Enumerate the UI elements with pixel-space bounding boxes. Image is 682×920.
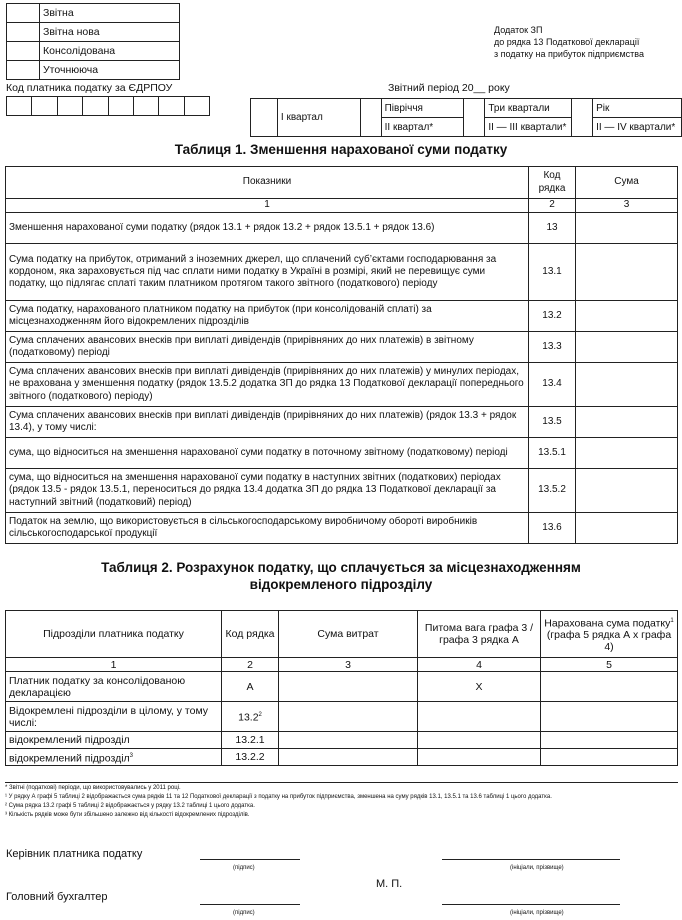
- status-row: [7, 42, 180, 61]
- table1-row-code: 13: [529, 213, 576, 244]
- period-mark-three[interactable]: [464, 99, 485, 137]
- table1-row-sum-input[interactable]: [576, 513, 678, 544]
- table2-row-code-cell: [222, 702, 279, 732]
- table2-row-name-cell: [6, 749, 222, 766]
- table1-row-sum-input[interactable]: [576, 332, 678, 363]
- table2-row-tax-input[interactable]: [541, 749, 678, 766]
- table1-row-sum-input[interactable]: [576, 407, 678, 438]
- table2-row-code: 13.2: [238, 711, 259, 724]
- table2-row-name: Відокремлені підрозділи в цілому, у тому числі:: [9, 704, 209, 729]
- footnotes: [5, 784, 675, 820]
- table2-row: [6, 749, 678, 766]
- table2-row-share[interactable]: [418, 702, 541, 732]
- table1-row-sum-input[interactable]: [576, 213, 678, 244]
- table2-title-line2: відокремленого підрозділу: [249, 577, 433, 592]
- table1-row: [6, 363, 678, 407]
- table2-row: [6, 732, 678, 749]
- edrpou-label: Код платника податку за ЄДРПОУ: [6, 82, 173, 94]
- reporting-period-label: Звітний період 20__ року: [388, 82, 510, 94]
- table1-row-code: 13.3: [529, 332, 576, 363]
- appendix-heading: [494, 24, 644, 60]
- table2-row-expenses-input[interactable]: [279, 672, 418, 702]
- table1-row-text: Сума сплачених авансових внесків при виплаті дивідендів (прирівняних до них платежів) в звітному (податковому) періоді: [6, 332, 529, 363]
- table1-row-sum-input[interactable]: [576, 244, 678, 301]
- period-half-year-label: Півріччя: [381, 99, 464, 118]
- table2-row-tax-input[interactable]: [541, 672, 678, 702]
- table2-row-expenses-input[interactable]: [279, 732, 418, 749]
- table2-row-code: 13.2.1: [235, 734, 265, 746]
- table2-row-tax-input[interactable]: [541, 732, 678, 749]
- table2-title: [0, 559, 682, 593]
- footnote-ref: 2: [258, 712, 262, 719]
- table2-row: [6, 702, 678, 732]
- table2-row-expenses-input[interactable]: [279, 702, 418, 732]
- table1-col-number-3: 3: [576, 199, 678, 213]
- status-checkbox[interactable]: [7, 61, 40, 80]
- table1-row-sum-input[interactable]: [576, 469, 678, 513]
- status-label: Консолідована: [40, 42, 180, 61]
- table1-row-code: 13.4: [529, 363, 576, 407]
- status-checkbox[interactable]: [7, 42, 40, 61]
- table1-row-sum-input[interactable]: [576, 301, 678, 332]
- period-q2-label: ІІ квартал*: [381, 118, 464, 137]
- table2-col-number-4: 4: [418, 658, 541, 672]
- table1-row-code: 13.5: [529, 407, 576, 438]
- table1-col-number-1: 1: [6, 199, 529, 213]
- footnote-1: ¹ У рядку А графі 5 таблиці 2 відображається сума рядків 11 та 12 Податкової декларації з податку на прибуток підприємства, зменшена на суму рядків 13.1, 13.5.1 та 13.6 таблиці 1 цього додатка.: [5, 794, 552, 800]
- table2-row-name-cell: [6, 732, 222, 749]
- table2-row-expenses-input[interactable]: [279, 749, 418, 766]
- table2-header-tax-suffix: (графа 5 рядка А х графа 4): [546, 629, 672, 654]
- stamp-label: М. П.: [376, 878, 403, 890]
- table2-header-share: Питома вага графа 3 / графа 3 рядка А: [418, 611, 541, 658]
- table1-row-code: 13.1: [529, 244, 576, 301]
- accountant-signature-line[interactable]: [200, 904, 300, 905]
- appendix-title: Додаток ЗП: [494, 25, 543, 35]
- edrpou-code-cells[interactable]: [6, 96, 210, 116]
- table2-header-divisions: Підрозділи платника податку: [6, 611, 222, 658]
- accountant-initials-line[interactable]: [442, 904, 620, 905]
- table2-row-name: відокремлений підрозділ: [9, 734, 130, 746]
- period-mark-half[interactable]: [360, 99, 381, 137]
- table1-row: [6, 438, 678, 469]
- table1-row-text: Сума сплачених авансових внесків при виплаті дивідендів (прирівняних до них платежів) у минулих періодах, не врахована у зменшення податку (рядок 13.5.2 додатка ЗП до рядка 13 Податкової декларації попереднього звітного (податкового) періоду): [6, 363, 529, 407]
- table1-row-text: Зменшення нарахованої суми податку (рядок 13.1 + рядок 13.2 + рядок 13.5.1 + рядок 13.6): [6, 213, 529, 244]
- table2-row-tax-input[interactable]: [541, 702, 678, 732]
- footnote-asterisk: * Звітні (податкові) періоди, що використовувались у 2011 році.: [5, 785, 181, 791]
- head-signature-caption: (підпис): [233, 865, 255, 871]
- head-signature-line[interactable]: [200, 859, 300, 860]
- status-row: [7, 4, 180, 23]
- status-checkbox[interactable]: [7, 23, 40, 42]
- status-checkbox[interactable]: [7, 4, 40, 23]
- table2-header-code: Код рядка: [222, 611, 279, 658]
- status-row: [7, 61, 180, 80]
- table1-row: [6, 301, 678, 332]
- table1-row-text: Сума сплачених авансових внесків при виплаті дивідендів (прирівняних до них платежів) (рядок 13.3 + рядок 13.4), у тому числі:: [6, 407, 529, 438]
- report-status-box: [6, 3, 180, 80]
- footnote-2: ² Сума рядка 13.2 графі 5 таблиці 2 відображається у рядку 13.2 таблиці 1 цього додатка.: [5, 803, 255, 809]
- period-mark-q1[interactable]: [251, 99, 278, 137]
- table2-row: [6, 672, 678, 702]
- table2-col-number-1: 1: [6, 658, 222, 672]
- table2-row-name-cell: [6, 672, 222, 702]
- table2-col-number-5: 5: [541, 658, 678, 672]
- appendix-line-2: до рядка 13 Податкової декларації: [494, 37, 640, 47]
- table1-row-code: 13.6: [529, 513, 576, 544]
- table1-row-sum-input[interactable]: [576, 363, 678, 407]
- table2: [5, 610, 678, 766]
- table2-col-number-2: 2: [222, 658, 279, 672]
- table1-row-code: 13.2: [529, 301, 576, 332]
- footnote-ref-1: 1: [670, 617, 674, 624]
- table1-row: [6, 469, 678, 513]
- period-q2-q4-label: ІІ — ІV квартали*: [593, 118, 682, 137]
- accountant-signature-caption: (підпис): [233, 910, 255, 916]
- table2-row-code: 13.2.2: [235, 751, 265, 763]
- table1-row: [6, 332, 678, 363]
- head-label: Керівник платника податку: [6, 848, 143, 860]
- table2-row-code-cell: [222, 749, 279, 766]
- head-initials-line[interactable]: [442, 859, 620, 860]
- table1-row: [6, 513, 678, 544]
- table1-row-code: 13.5.1: [529, 438, 576, 469]
- table1-col-number-2: 2: [529, 199, 576, 213]
- period-q2-q3-label: ІІ — ІІІ квартали*: [485, 118, 572, 137]
- table1-row-text: сума, що відноситься на зменшення нарахованої суми податку в поточному звітному (податковому) періоді: [6, 438, 529, 469]
- table2-header-tax: [541, 611, 678, 658]
- table1-header-indicators: Показники: [6, 167, 529, 199]
- status-row: [7, 23, 180, 42]
- period-year-label: Рік: [593, 99, 682, 118]
- table1-row: [6, 407, 678, 438]
- status-label: Звітна: [40, 4, 180, 23]
- table1-row: [6, 244, 678, 301]
- head-initials-caption: (ініціали, прізвище): [510, 865, 564, 871]
- table1: [5, 166, 678, 544]
- footnote-ref: 3: [129, 752, 134, 759]
- footnote-3: ³ Кількість рядків може бути збільшено залежно від кількості відокремлених підрозділів.: [5, 812, 250, 818]
- table2-row-share: Х: [418, 672, 541, 702]
- table2-row-code-cell: [222, 672, 279, 702]
- table2-row-name: Платник податку за консолідованою декларацією: [9, 674, 186, 699]
- reporting-period-grid: [250, 98, 682, 137]
- table1-row: [6, 213, 678, 244]
- table2-row-share[interactable]: [418, 749, 541, 766]
- table1-row-text: Податок на землю, що використовується в сільськогосподарському виробничому обороті виробників сільськогосподарської продукції: [6, 513, 529, 544]
- table2-row-code: А: [246, 680, 254, 693]
- table1-header-code: Код рядка: [529, 167, 576, 199]
- table2-row-code-cell: [222, 732, 279, 749]
- table1-row-text: Сума податку, нарахованого платником податку на прибуток (при консолідованій сплаті) за місцезнаходженням його відокремлених підрозділів: [6, 301, 529, 332]
- table2-row-share[interactable]: [418, 732, 541, 749]
- table1-title: Таблиця 1. Зменшення нарахованої суми податку: [174, 142, 508, 157]
- period-mark-year[interactable]: [572, 99, 593, 137]
- table1-row-text: сума, що відноситься на зменшення нарахованої суми податку в наступних звітних (податкових) періодах (рядок 13.5 - рядок 13.5.1, переноситься до рядка 13.4 додатка ЗП до рядка 13 Податкової декларації за наступний звітний (податковий) період): [6, 469, 529, 513]
- table2-header-tax-text: Нарахована сума податку: [544, 617, 671, 630]
- period-q1-label: І квартал: [277, 99, 360, 137]
- status-label: Звітна нова: [40, 23, 180, 42]
- table1-row-text: Сума податку на прибуток, отриманий з іноземних джерел, що сплачений суб’єктами господарювання за кордоном, яка зараховується під час сплати ними податку в Україні в розмірі, який не перевищує суми податку, що підлягає сплаті таким платником протягом такого звітного (податкового) періоду: [6, 244, 529, 301]
- table2-title-line1: Таблиця 2. Розрахунок податку, що сплачується за місцезнаходженням: [101, 560, 581, 575]
- period-three-quarters-label: Три квартали: [485, 99, 572, 118]
- table1-header-sum: Сума: [576, 167, 678, 199]
- accountant-label: Головний бухгалтер: [6, 891, 108, 903]
- footnotes-divider: [5, 782, 678, 783]
- accountant-initials-caption: (ініціали, прізвище): [510, 910, 564, 916]
- table2-row-name: відокремлений підрозділ: [9, 752, 130, 765]
- table2-header-expenses: Сума витрат: [279, 611, 418, 658]
- table2-row-name-cell: [6, 702, 222, 732]
- table1-row-code: 13.5.2: [529, 469, 576, 513]
- status-label: Уточнююча: [40, 61, 180, 80]
- table1-row-sum-input[interactable]: [576, 438, 678, 469]
- appendix-line-3: з податку на прибуток підприємства: [494, 49, 644, 59]
- table2-col-number-3: 3: [279, 658, 418, 672]
